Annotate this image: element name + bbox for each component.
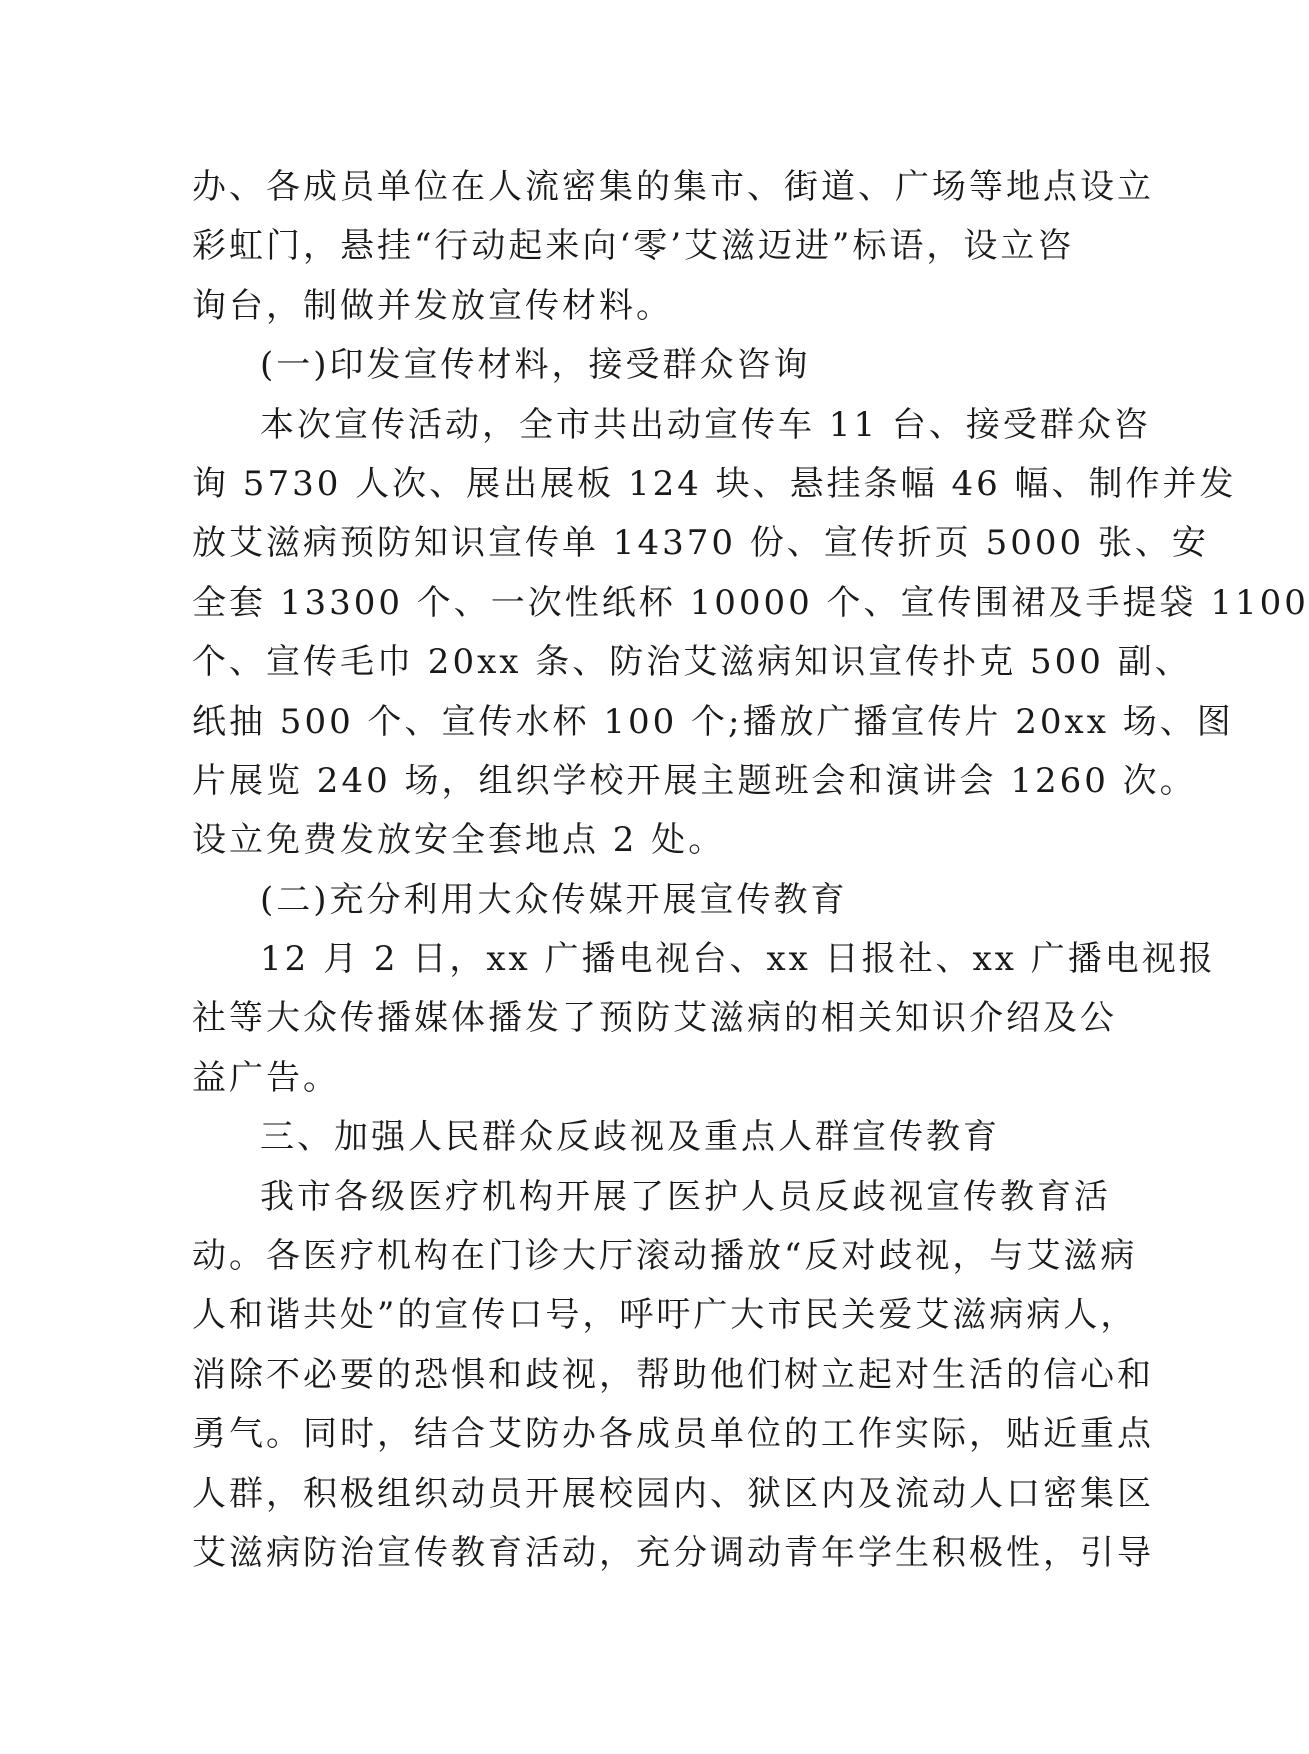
text-line: 人群，积极组织动员开展校园内、狱区内及流动人口密集区: [192, 1473, 1154, 1514]
text-line: 个、宣传毛巾 20xx 条、防治艾滋病知识宣传扑克 500 副、: [192, 642, 1192, 683]
section-heading: (二)充分利用大众传媒开展宣传教育: [260, 879, 848, 920]
text-line: 设立免费发放安全套地点 2 处。: [192, 820, 726, 861]
text-line: 艾滋病防治宣传教育活动，充分调动青年学生积极性，引导: [192, 1532, 1154, 1573]
text-line: 办、各成员单位在人流密集的集市、街道、广场等地点设立: [192, 167, 1154, 207]
text-line: 人和谐共处”的宣传口号，呼吁广大市民关爱艾滋病病人，: [192, 1295, 1138, 1336]
text-line: 片展览 240 场，组织学校开展主题班会和演讲会 1260 次。: [192, 760, 1197, 801]
body-text: [192, 158, 1309, 1583]
text-line: 社等大众传播媒体播发了预防艾滋病的相关知识介绍及公: [192, 998, 1117, 1039]
text-line: 消除不必要的恐惧和歧视，帮助他们树立起对生活的信心和: [192, 1354, 1154, 1395]
text-line: 全套 13300 个、一次性纸杯 10000 个、宣传围裙及手提袋 1100: [192, 582, 1309, 623]
text-line: 本次宣传活动，全市共出动宣传车 11 台、接受群众咨: [260, 404, 1151, 445]
text-line: 动。各医疗机构在门诊大厅滚动播放“反对歧视，与艾滋病: [192, 1236, 1138, 1277]
section-heading: 三、加强人民群众反歧视及重点人群宣传教育: [260, 1117, 1000, 1158]
text-line: 益广告。: [192, 1057, 340, 1098]
text-line: 我市各级医疗机构开展了医护人员反歧视宣传教育活: [260, 1176, 1111, 1217]
text-line: 询 5730 人次、展出展板 124 块、悬挂条幅 46 幅、制作并发: [192, 463, 1237, 504]
text-line: 彩虹门，悬挂“行动起来向‘零’艾滋迈进”标语，设立咨: [192, 226, 1075, 267]
text-line: 纸抽 500 个、宣传水杯 100 个;播放广播宣传片 20xx 场、图: [192, 701, 1234, 742]
section-heading: (一)印发宣传材料，接受群众咨询: [260, 345, 811, 386]
text-line: 放艾滋病预防知识宣传单 14370 份、宣传折页 5000 张、安: [192, 523, 1209, 564]
text-line: 询台，制做并发放宣传材料。: [192, 285, 673, 326]
text-line: 12 月 2 日，xx 广播电视台、xx 日报社、xx 广播电视报: [260, 939, 1216, 980]
text-line: 勇气。同时，结合艾防办各成员单位的工作实际，贴近重点: [192, 1414, 1154, 1455]
